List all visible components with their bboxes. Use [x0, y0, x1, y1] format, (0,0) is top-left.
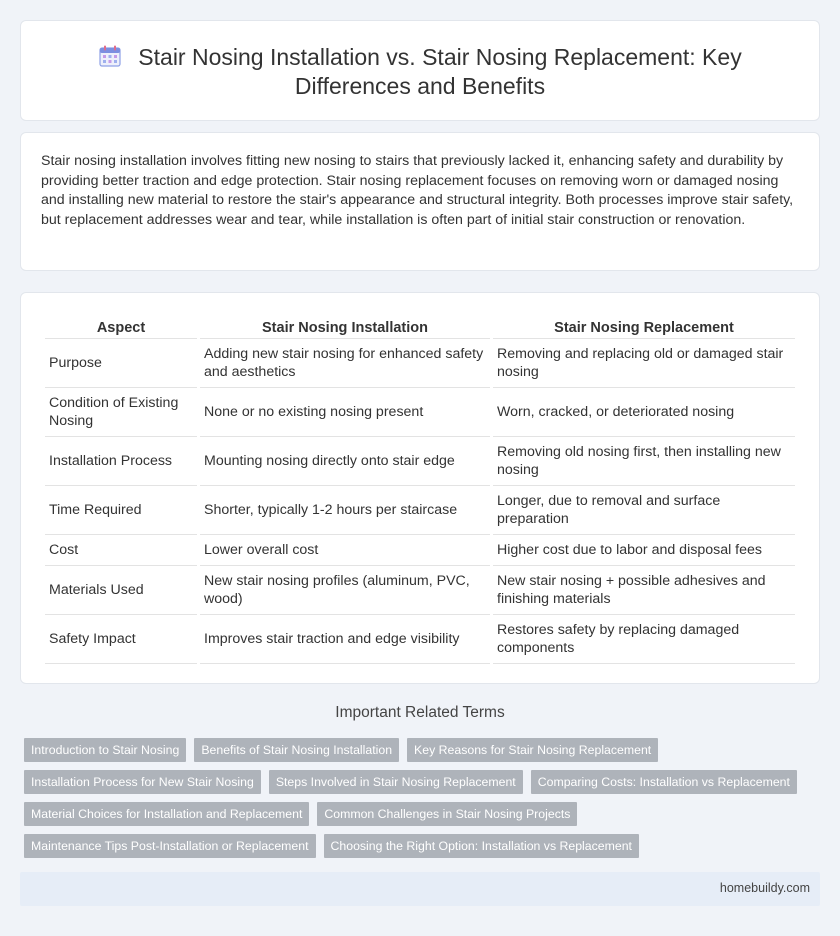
table-row: [45, 566, 795, 615]
cell-installation: Adding new stair nosing for enhanced safety and aesthetics: [200, 339, 490, 388]
related-tag[interactable]: Steps Involved in Stair Nosing Replacement: [269, 770, 523, 794]
table-header-row: [45, 312, 795, 339]
cell-aspect: Safety Impact: [45, 615, 197, 664]
table-row: [45, 615, 795, 664]
cell-installation: Improves stair traction and edge visibility: [200, 615, 490, 664]
cell-aspect: Materials Used: [45, 566, 197, 615]
cell-installation: None or no existing nosing present: [200, 388, 490, 437]
comparison-table: [42, 312, 798, 664]
cell-aspect: Purpose: [45, 339, 197, 388]
cell-aspect: Time Required: [45, 486, 197, 535]
intro-paragraph: Stair nosing installation involves fitting new nosing to stairs that previously lacked it, enhancing safety and durability by providing better traction and edge protection. Stair nosing replacement focuses on removing worn or damaged nosing and installing new material to restore the stair's appearance and structural integrity. Both processes improve stair safety, but replacement addresses wear and tear, while installation is often part of initial stair construction or renovation.: [41, 153, 794, 228]
cell-replacement: Removing and replacing old or damaged stair nosing: [493, 339, 795, 388]
cell-installation: Lower overall cost: [200, 535, 490, 566]
footer-site[interactable]: homebuildy.com: [719, 881, 810, 895]
page-title: Stair Nosing Installation vs. Stair Nosing Replacement: Key Differences and Benefits: [138, 44, 742, 99]
cell-replacement: Higher cost due to labor and disposal fees: [493, 535, 795, 566]
cell-replacement: Removing old nosing first, then installing new nosing: [493, 437, 795, 486]
related-tag[interactable]: Introduction to Stair Nosing: [24, 738, 186, 762]
related-tag[interactable]: Key Reasons for Stair Nosing Replacement: [407, 738, 658, 762]
cell-aspect: Installation Process: [45, 437, 197, 486]
cell-replacement: Longer, due to removal and surface preparation: [493, 486, 795, 535]
cell-aspect: Cost: [45, 535, 197, 566]
related-tag[interactable]: Choosing the Right Option: Installation vs Replacement: [324, 834, 639, 858]
related-terms-title: Important Related Terms: [335, 704, 505, 721]
related-tag[interactable]: Maintenance Tips Post-Installation or Replacement: [24, 834, 316, 858]
comparison-card: [20, 292, 820, 684]
table-row: [45, 388, 795, 437]
cell-installation: Shorter, typically 1-2 hours per staircase: [200, 486, 490, 535]
tag-row: [24, 834, 804, 858]
header-replacement: Stair Nosing Replacement: [493, 312, 795, 339]
related-tag[interactable]: Benefits of Stair Nosing Installation: [194, 738, 399, 762]
header-aspect: Aspect: [45, 312, 197, 339]
cell-installation: Mounting nosing directly onto stair edge: [200, 437, 490, 486]
tag-row: [24, 738, 804, 762]
related-terms-tags: [24, 738, 804, 866]
cell-replacement: Restores safety by replacing damaged components: [493, 615, 795, 664]
cell-installation: New stair nosing profiles (aluminum, PVC, wood): [200, 566, 490, 615]
table-row: [45, 339, 795, 388]
table-row: [45, 437, 795, 486]
related-tag[interactable]: Material Choices for Installation and Replacement: [24, 802, 309, 826]
intro-card: [20, 132, 820, 271]
table-row: [45, 486, 795, 535]
footer-bar: [20, 872, 820, 906]
tag-row: [24, 770, 804, 794]
related-tag[interactable]: Common Challenges in Stair Nosing Projects: [317, 802, 577, 826]
related-tag[interactable]: Installation Process for New Stair Nosing: [24, 770, 261, 794]
header-installation: Stair Nosing Installation: [200, 312, 490, 339]
related-tag[interactable]: Comparing Costs: Installation vs Replacement: [531, 770, 797, 794]
table-row: [45, 535, 795, 566]
page-title-wrap: [21, 43, 819, 101]
tag-row: [24, 802, 804, 826]
cell-replacement: Worn, cracked, or deteriorated nosing: [493, 388, 795, 437]
title-card: [20, 20, 820, 121]
calendar-icon: [98, 44, 122, 68]
cell-aspect: Condition of Existing Nosing: [45, 388, 197, 437]
cell-replacement: New stair nosing + possible adhesives and finishing materials: [493, 566, 795, 615]
